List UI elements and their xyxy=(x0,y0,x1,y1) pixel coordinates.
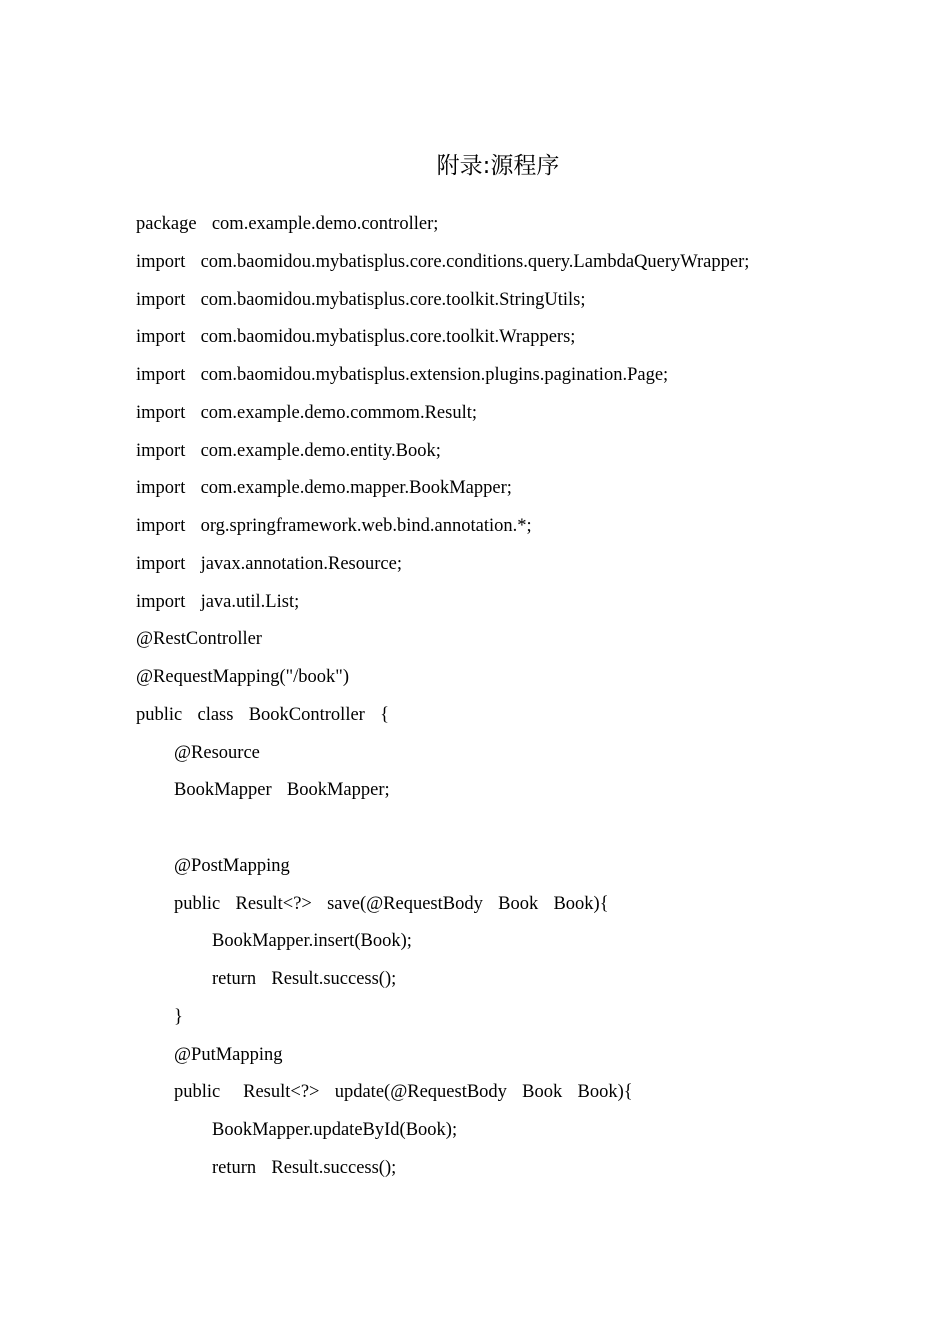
code-line: import com.baomidou.mybatisplus.core.toolkit.StringUtils; xyxy=(136,289,586,310)
code-line: package com.example.demo.controller; xyxy=(136,214,439,234)
code-line: @RestController xyxy=(136,629,262,650)
code-line: } xyxy=(174,1006,183,1027)
page-title: 附录:源程序 xyxy=(436,153,560,179)
code-line: import com.example.demo.commom.Result; xyxy=(136,402,477,423)
code-line: @Resource xyxy=(174,742,260,763)
code-line xyxy=(136,810,916,848)
code-line: BookMapper.updateById(Book); xyxy=(212,1120,458,1140)
code-line: import org.springframework.web.bind.annotation.*; xyxy=(136,516,532,536)
code-listing xyxy=(136,206,916,1188)
code-line: import java.util.List; xyxy=(136,591,300,612)
code-line: public Result<?> update(@RequestBody Book Book){ xyxy=(174,1082,633,1103)
code-line: BookMapper BookMapper; xyxy=(174,780,390,801)
code-line: public class BookController { xyxy=(136,704,389,725)
code-line: return Result.success(); xyxy=(212,1157,397,1178)
code-line: @PostMapping xyxy=(174,855,290,876)
code-line: public Result<?> save(@RequestBody Book Book){ xyxy=(174,893,609,914)
code-line: import com.baomidou.mybatisplus.core.conditions.query.LambdaQueryWrapper; xyxy=(136,251,750,272)
code-line: @PutMapping xyxy=(174,1044,283,1065)
code-line: import javax.annotation.Resource; xyxy=(136,553,402,574)
code-line: import com.example.demo.mapper.BookMapper; xyxy=(136,478,512,499)
code-line: return Result.success(); xyxy=(212,969,397,989)
code-line: BookMapper.insert(Book); xyxy=(212,931,412,952)
code-line: import com.example.demo.entity.Book; xyxy=(136,440,441,461)
code-line: import com.baomidou.mybatisplus.core.toolkit.Wrappers; xyxy=(136,327,576,348)
code-line: @RequestMapping("/book") xyxy=(136,667,350,687)
code-line: import com.baomidou.mybatisplus.extension.plugins.pagination.Page; xyxy=(136,365,669,385)
